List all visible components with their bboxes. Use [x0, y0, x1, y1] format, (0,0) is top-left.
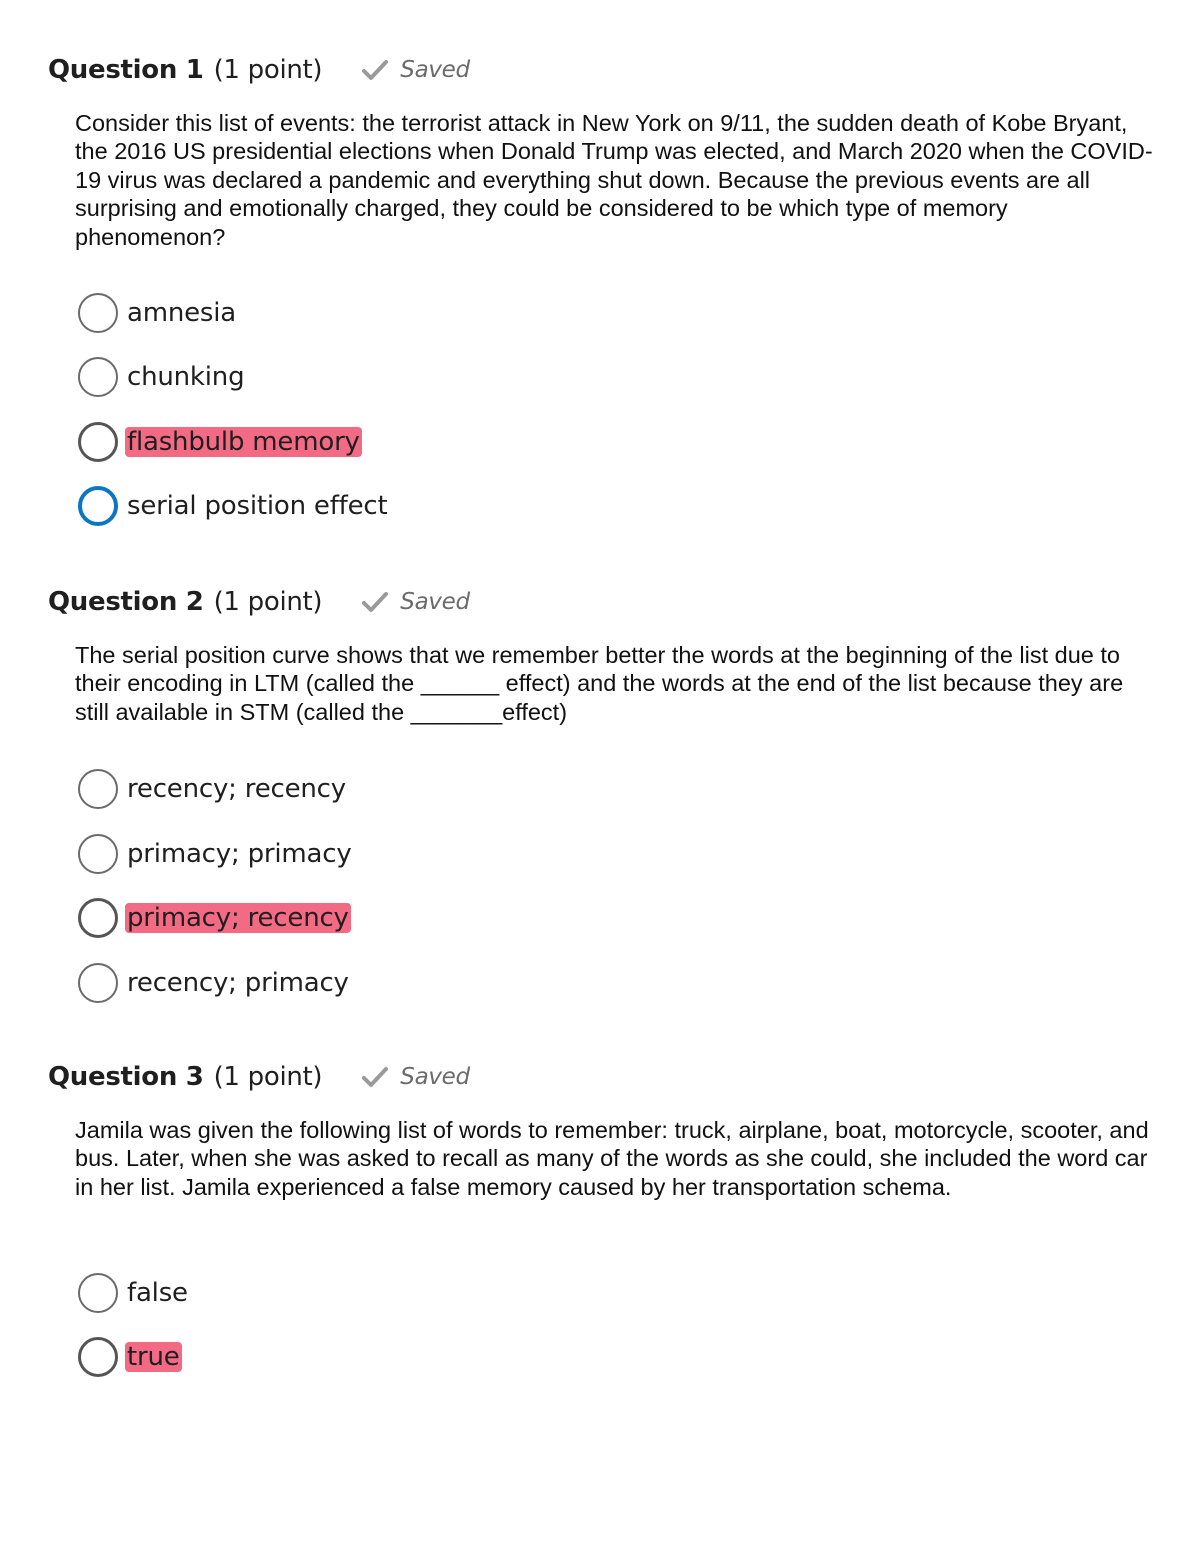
answer-option-serial-position-effect[interactable] — [78, 484, 390, 528]
saved-status — [362, 589, 470, 615]
checkmark-icon — [362, 59, 388, 81]
option-label: primacy; primacy — [127, 839, 352, 869]
question-header — [48, 582, 1158, 622]
radio-button-icon[interactable] — [78, 357, 118, 397]
option-label: recency; primacy — [127, 968, 349, 998]
saved-label: Saved — [400, 589, 470, 615]
radio-button-icon[interactable] — [78, 898, 118, 938]
answer-option-false[interactable] — [78, 1271, 190, 1315]
question-title: Question 3 — [48, 1062, 204, 1092]
option-label-highlighted: true — [127, 1342, 180, 1372]
question-points: (1 point) — [213, 55, 323, 85]
question-header — [48, 1057, 1158, 1097]
option-label: recency; recency — [127, 774, 346, 804]
option-label: chunking — [127, 362, 245, 392]
answer-option-true[interactable] — [78, 1335, 182, 1379]
question-points: (1 point) — [213, 587, 323, 617]
question-points: (1 point) — [213, 1062, 323, 1092]
saved-label: Saved — [400, 57, 470, 83]
answer-option-primacy-recency[interactable] — [78, 896, 351, 940]
option-label: serial position effect — [127, 491, 388, 521]
question-title: Question 1 — [48, 55, 204, 85]
saved-status — [362, 1064, 470, 1090]
option-label-highlighted: flashbulb memory — [127, 427, 360, 457]
option-label: amnesia — [127, 298, 237, 328]
question-header — [48, 50, 1158, 90]
answer-option-amnesia[interactable] — [78, 291, 238, 335]
radio-button-icon[interactable] — [78, 1337, 118, 1377]
saved-status — [362, 57, 470, 83]
question-text: Jamila was given the following list of words to remember: truck, airplane, boat, motorcycle, scooter, and bus. Later, when she was asked to recall as many of the words as she could, she included the word car in her list. Jamila experienced a false memory caused by her transportation schema. — [75, 1117, 1149, 1200]
question-text: Consider this list of events: the terrorist attack in New York on 9/11, the sudden death of Kobe Bryant, the 2016 US presidential elections when Donald Trump was elected, and March 2020 when the COVID-19 virus was declared a pandemic and everything shut down. Because the previous events are all surprising and emotionally charged, they could be considered to be which type of memory phenomenon? — [75, 110, 1153, 250]
radio-button-icon[interactable] — [78, 834, 118, 874]
question-title: Question 2 — [48, 587, 204, 617]
radio-button-icon[interactable] — [78, 486, 118, 526]
checkmark-icon — [362, 1066, 388, 1088]
radio-button-icon[interactable] — [78, 422, 118, 462]
saved-label: Saved — [400, 1064, 470, 1090]
question-3 — [48, 1057, 1158, 1372]
answer-option-flashbulb-memory[interactable] — [78, 420, 362, 464]
answer-option-recency-recency[interactable] — [78, 767, 348, 811]
radio-button-icon[interactable] — [78, 963, 118, 1003]
option-label: false — [127, 1278, 188, 1308]
question-2 — [48, 582, 1158, 998]
question-1 — [48, 50, 1158, 521]
radio-button-icon[interactable] — [78, 769, 118, 809]
answer-option-recency-primacy[interactable] — [78, 961, 351, 1005]
checkmark-icon — [362, 591, 388, 613]
answer-option-primacy-primacy[interactable] — [78, 832, 354, 876]
answer-option-chunking[interactable] — [78, 355, 246, 399]
radio-button-icon[interactable] — [78, 1273, 118, 1313]
question-text: The serial position curve shows that we remember better the words at the beginning of the list due to their encoding in LTM (called the ______ effect) and the words at the end of the list because they are still available in STM (called the _______effect) — [75, 642, 1124, 725]
radio-button-icon[interactable] — [78, 293, 118, 333]
option-label-highlighted: primacy; recency — [127, 903, 349, 933]
